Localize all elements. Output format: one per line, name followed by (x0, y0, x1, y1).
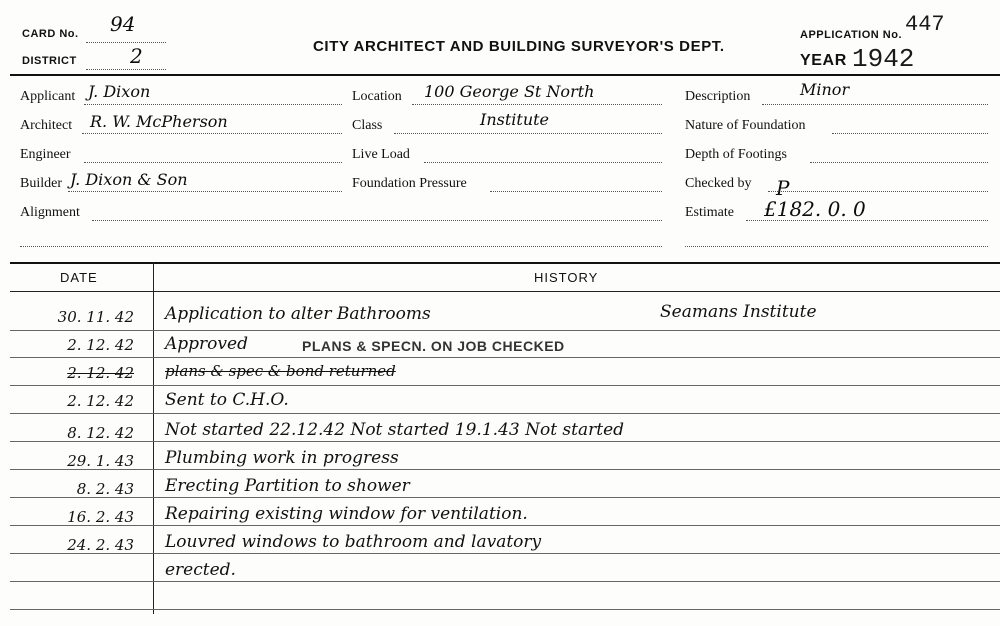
foundation-pressure-label: Foundation Pressure (352, 176, 467, 191)
department-title: CITY ARCHITECT AND BUILDING SURVEYOR'S DEPT. (313, 38, 725, 55)
year-label: YEAR (800, 52, 847, 69)
extra-line-left (20, 246, 662, 247)
rule-line (10, 330, 1000, 331)
estimate-label: Estimate (685, 205, 734, 220)
card-no-value: 94 (110, 12, 136, 36)
history-date: 30. 11. 42 (57, 308, 134, 326)
checked-by-value: P (776, 176, 790, 200)
checked-stamp: PLANS & SPECN. ON JOB CHECKED (302, 338, 565, 354)
date-column-header: DATE (60, 270, 98, 285)
history-entry: plans & spec & bond returned (165, 362, 396, 380)
history-top-rule (10, 262, 1000, 264)
rule-line (10, 497, 1000, 498)
description-line (762, 104, 988, 105)
live-load-label: Live Load (352, 147, 410, 162)
date-column-divider (153, 262, 154, 614)
location-label: Location (352, 89, 402, 104)
card-no-line (86, 42, 166, 43)
checked-by-label: Checked by (685, 176, 752, 191)
foundation-pressure-line (490, 191, 662, 192)
applicant-line (84, 104, 342, 105)
location-value: 100 George St North (424, 82, 595, 101)
history-entry: Sent to C.H.O. (165, 390, 289, 410)
history-entry: Approved (165, 334, 248, 354)
nature-of-foundation-line (832, 133, 988, 134)
architect-label: Architect (20, 118, 73, 133)
history-date: 2. 12. 42 (67, 336, 134, 354)
header-rule (10, 74, 1000, 76)
engineer-line (84, 162, 342, 163)
history-entry: Louvred windows to bathroom and lavatory (165, 532, 542, 552)
rule-line (10, 609, 1000, 610)
location-line (412, 104, 662, 105)
district-value: 2 (130, 44, 143, 68)
history-date: 2. 12. 42 (67, 392, 134, 410)
rule-line (10, 553, 1000, 554)
class-value: Institute (480, 110, 550, 129)
alignment-label: Alignment (20, 205, 80, 220)
rule-line (10, 525, 1000, 526)
class-label: Class (352, 118, 383, 133)
estimate-value: £182. 0. 0 (764, 197, 866, 221)
applicant-value: J. Dixon (88, 82, 151, 101)
year-value: 1942 (852, 44, 915, 74)
history-date: 2. 12. 42 (67, 364, 134, 382)
history-date: 29. 1. 43 (67, 452, 134, 470)
history-entry-extra: Seamans Institute (660, 302, 817, 322)
applicant-label: Applicant (20, 89, 76, 104)
extra-line-right (685, 246, 988, 247)
history-entry: Erecting Partition to shower (165, 476, 410, 496)
checked-by-line (768, 191, 988, 192)
class-line (394, 133, 662, 134)
card-no-label: CARD No. (22, 28, 79, 40)
history-entry: erected. (165, 560, 236, 580)
depth-of-footings-label: Depth of Footings (685, 147, 787, 162)
rule-line (10, 441, 1000, 442)
rule-line (10, 469, 1000, 470)
nature-of-foundation-label: Nature of Foundation (685, 118, 806, 133)
district-label: DISTRICT (22, 55, 77, 67)
history-date: 8. 12. 42 (67, 424, 134, 442)
builder-value: J. Dixon & Son (70, 170, 188, 189)
live-load-line (424, 162, 662, 163)
description-value: Minor (800, 80, 850, 99)
rule-line (10, 357, 1000, 358)
rule-line (10, 581, 1000, 582)
history-entry: Application to alter Bathrooms (165, 304, 431, 324)
history-entry: Repairing existing window for ventilation. (165, 504, 528, 524)
district-line (86, 69, 166, 70)
history-date: 16. 2. 43 (67, 508, 134, 526)
rule-line (10, 385, 1000, 386)
description-label: Description (685, 89, 751, 104)
application-label: APPLICATION No. (800, 29, 903, 41)
builder-line (68, 191, 342, 192)
alignment-line (92, 220, 662, 221)
architect-line (82, 133, 342, 134)
application-value: 447 (905, 12, 945, 37)
history-header-rule (10, 291, 1000, 292)
history-date: 8. 2. 43 (76, 480, 134, 498)
history-date: 24. 2. 43 (67, 536, 134, 554)
rule-line (10, 413, 1000, 414)
depth-of-footings-line (810, 162, 988, 163)
history-entry: Plumbing work in progress (165, 448, 399, 468)
history-column-header: HISTORY (534, 270, 599, 285)
architect-value: R. W. McPherson (90, 112, 228, 131)
builder-label: Builder (20, 176, 62, 191)
history-entry: Not started 22.12.42 Not started 19.1.43 Not started (165, 420, 625, 440)
engineer-label: Engineer (20, 147, 71, 162)
